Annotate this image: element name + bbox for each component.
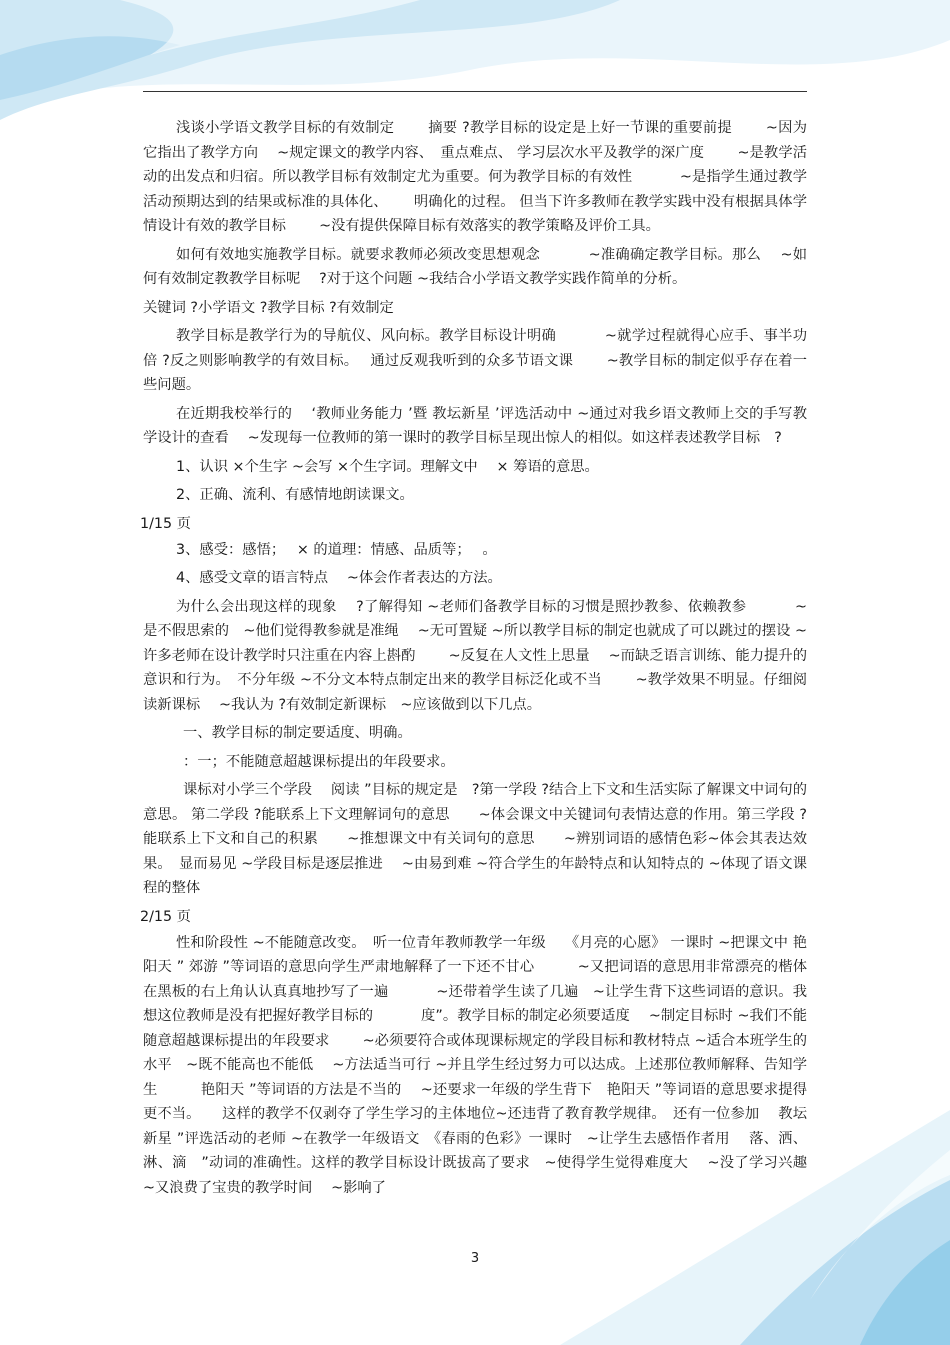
- paragraph: 3、感受：感悟； × 的道理：情感、品质等； 。: [176, 541, 497, 558]
- paragraph: 如何有效地实施教学目标。就要求教师必须改变思想观念 ~准确确定教学目标。那么 ~如何有效制定教教学目标呢 ?对于这个问题 ~我结合小学语文教学实践作简单的分析。: [143, 246, 807, 287]
- paragraph: 一、教学目标的制定要适度、明确。: [183, 725, 412, 741]
- paragraph: 2、正确、流利、有感情地朗读课文。: [176, 487, 414, 503]
- page-marker: 1/15 页: [140, 515, 191, 532]
- paragraph: 课标对小学三个学段 阅读 ”目标的规定是 ?第一学段 ?结合上下文和生活实际了解课文中词句的意思。 第二学段 ?能联系上下文理解词句的意思 ~体会课文中关键词句表情达意的作用。第三学段 ?能联系上下文和自己的积累 ~推想课文中有关词句的意思 ~辨别词语的感情色彩~体会其表达效果。 显而易见 ~学段目标是逐层推进 ~由易到难 ~符合学生的年龄特点和认知特点的 ~体现了语文课程的整体: [143, 782, 807, 896]
- header-rule: [143, 91, 807, 92]
- paragraph: 4、感受文章的语言特点 ~体会作者表达的方法。: [176, 570, 502, 586]
- paragraph: 性和阶段性 ~不能随意改变。 听一位青年教师教学一年级 《月亮的心愿》 一课时 ~把课文中 艳阳天 ” 郊游 ”等词语的意思向学生严肃地解释了一下还不甘心 ~又把词语的意思用非常漂亮的楷体在黑板的右上角认认真真地抄写了一遍 ~还带着学生读了几遍 ~让学生背下这些词语的意识。我想这位教师是没有把握好教学目标的 度”。教学目标的制定必须要适度 ~制定目标时 ~我们不能随意超越课标提出的年段要求 ~必须要符合或体现课标规定的学段目标和教材特点 ~适合本班学生的水平 ~既不能高也不能低 ~方法适当可行 ~并且学生经过努力可以达成。上述那位教师解释、告知学生 艳阳天 ”等词语的方法是不当的 ~还要求一年级的学生背下 艳阳天 ”等词语的意思要求提得更不当。 这样的教学不仅剥夺了学生学习的主体地位~还违背了教育教学规律。 还有一位参加 教坛新星 ”评选活动的老师 ~在教学一年级语文 《春雨的色彩》一课时 ~让学生去感悟作者用 落、洒、淋、滴 ”动词的准确性。这样的教学目标设计既拔高了要求 ~使得学生觉得难度大 ~没了学习兴趣 ~又浪费了宝贵的教学时间 ~影响了: [143, 934, 807, 1196]
- paragraph: ：一；不能随意超越课标提出的年段要求。: [183, 753, 455, 770]
- page-marker: 2/15 页: [140, 908, 191, 925]
- paragraph: 关键词 ?小学语文 ?教学目标 ?有效制定: [143, 299, 394, 316]
- page-number: 3: [470, 1251, 480, 1266]
- paragraph: 1、认识 ×个生字 ~会写 ×个生字词。理解文中 × 筹语的意思。: [176, 458, 599, 475]
- document-body: [140, 116, 807, 1204]
- paragraph: 在近期我校举行的 ‘教师业务能力 ’暨 教坛新星 ’评选活动中 ~通过对我乡语文教师上交的手写教学设计的查看 ~发现每一位教师的第一课时的教学目标呈现出惊人的相似。如这样表述教学目标 ?: [143, 405, 807, 446]
- paragraph: 教学目标是教学行为的导航仪、风向标。教学目标设计明确 ~就学过程就得心应手、事半功倍 ?反之则影响教学的有效目标。 通过反观我听到的众多节语文课 ~教学目标的制定似乎存在着一些问题。: [143, 328, 807, 393]
- paragraph: 浅谈小学语文教学目标的有效制定 摘要 ?教学目标的设定是上好一节课的重要前提 ~因为它指出了教学方向 ~规定课文的教学内容、 重点难点、 学习层次水平及教学的深广度 ~是教学活动的出发点和归宿。所以教学目标有效制定尤为重要。何为教学目标的有效性 ~是指学生通过教学活动预期达到的结果或标准的具体化、 明确化的过程。 但当下许多教师在教学实践中没有根据具体学情设计有效的教学目标 ~没有提供保障目标有效落实的教学策略及评价工具。: [143, 120, 807, 234]
- paragraph: 为什么会出现这样的现象 ?了解得知 ~老师们备教学目标的习惯是照抄教参、依赖教参 ~是不假思索的 ~他们觉得教参就是准绳 ~无可置疑 ~所以教学目标的制定也就成了可以跳过的摆设 ~许多老师在设计教学时只注重在内容上斟酌 ~反复在人文性上思量 ~而缺乏语言训练、能力提升的意识和行为。 不分年级 ~不分文本特点制定出来的教学目标泛化或不当 ~教学效果不明显。仔细阅读新课标 ~我认为 ?有效制定新课标 ~应该做到以下几点。: [143, 598, 807, 713]
